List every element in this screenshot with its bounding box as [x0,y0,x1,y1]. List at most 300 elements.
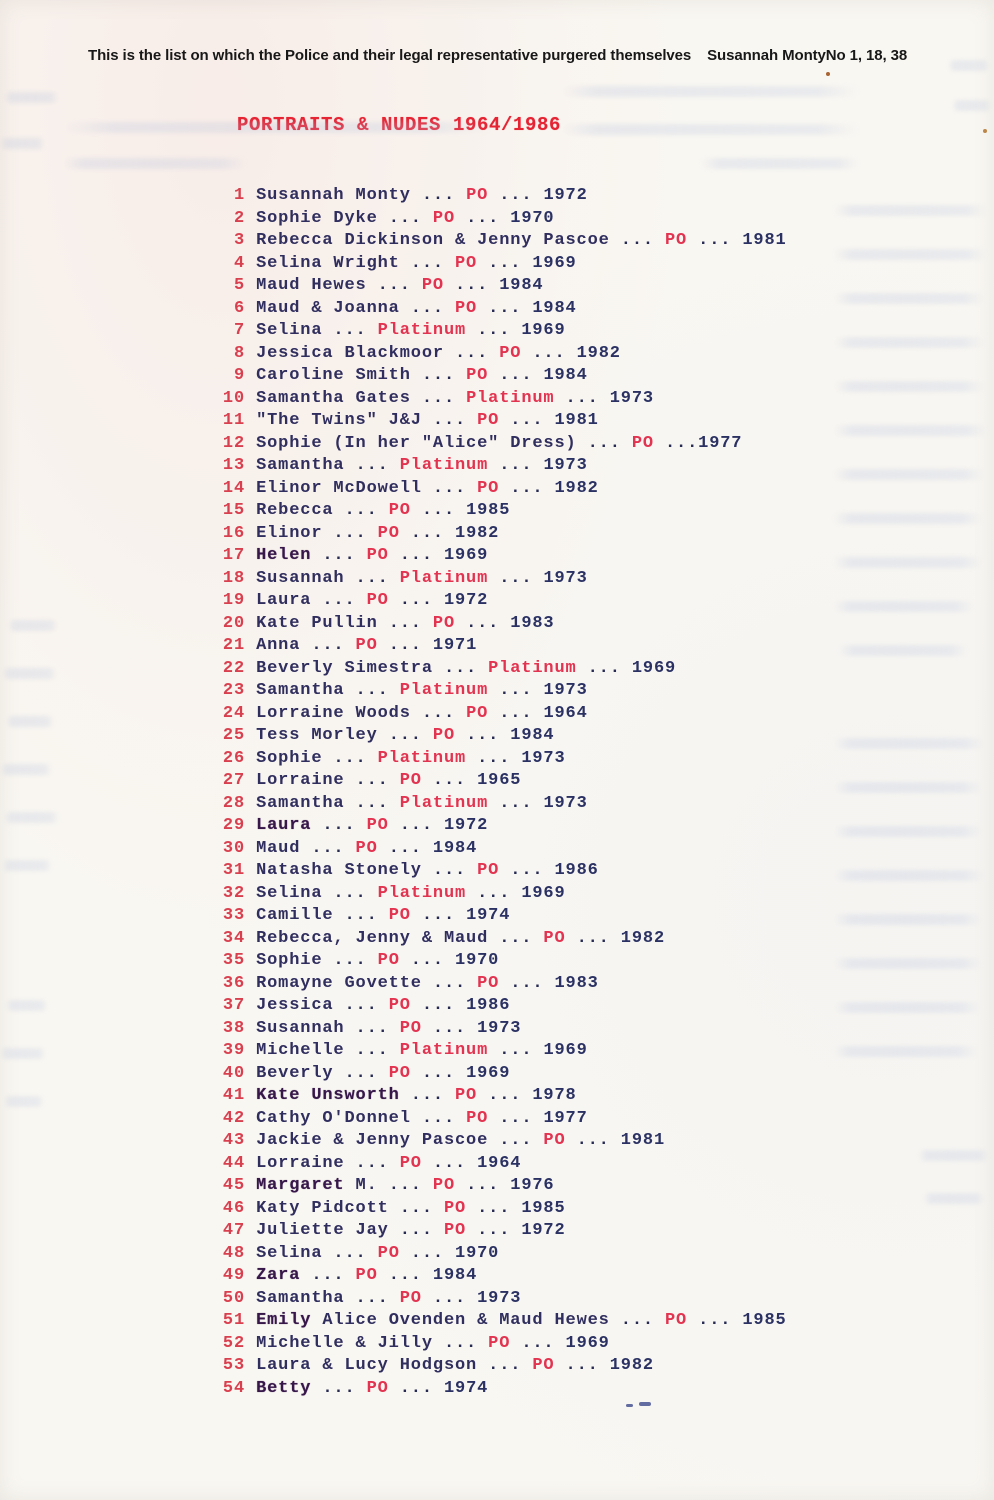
entry-year: 1973 [543,568,588,588]
entry-name: Jessica [256,996,334,1015]
entry-space [245,1379,256,1398]
entry-space [245,906,256,925]
entry-print-type: Platinum [399,456,489,475]
bleed-through-text [833,381,985,392]
entry-year: 1969 [565,1333,610,1353]
entry-number: 1 [233,186,245,205]
list-entry [222,388,787,411]
bleed-through-text [4,1096,44,1107]
entry-name: "The Twins" J&J [256,411,422,430]
bleed-through-text [2,668,57,679]
entry-separator: ... [377,613,433,633]
entry-number: 43 [222,1131,245,1150]
entry-space [245,1266,256,1285]
entry-separator: ... [311,591,367,610]
entry-separator: ... [399,298,455,318]
entry-separator: ... [311,546,367,565]
entry-number: 48 [222,1243,245,1263]
entry-year: 1972 [521,1221,566,1240]
entry-name: Lorraine [256,771,345,790]
entry-number: 10 [222,388,245,408]
entry-separator: ... [388,591,444,610]
entry-name: Michelle [256,1041,345,1060]
entry-number: 9 [233,366,245,385]
entry-year: 1978 [532,1086,577,1105]
entry-separator: ... [421,411,478,430]
entry-separator: ... [421,1288,478,1308]
entry-print-type: Platinum [399,681,489,700]
entry-year: 1982 [609,1356,654,1375]
entry-separator: ... [565,928,621,948]
entry-print-type: Platinum [488,658,577,678]
list-entry [222,748,787,771]
entry-year: 1984 [432,1266,478,1285]
entry-separator: ... [421,973,478,993]
entry-year: 1972 [443,816,489,835]
list-entry [222,1085,787,1108]
entry-separator: ... [499,861,555,880]
list-entry [222,613,787,636]
entry-number: 3 [233,231,245,250]
entry-year: 1969 [443,546,489,565]
entry-year: 1969 [631,658,677,678]
entry-separator: ... [399,253,455,273]
entry-separator: ... [399,951,456,970]
entry-name: Sophie [256,748,323,768]
list-entry [222,275,787,298]
entry-space [245,389,256,408]
entry-number: 19 [222,591,245,610]
entry-year: 1984 [499,276,544,295]
entry-separator: ... [443,343,500,363]
entry-separator: ... [300,838,356,858]
entry-separator: ... [388,1221,444,1240]
entry-separator: ... [399,1243,456,1263]
list-entry [222,793,787,816]
entry-space [245,1109,256,1128]
entry-separator: ... [377,208,433,228]
entry-number: 17 [222,546,245,565]
entry-print-type: Platinum [399,568,489,588]
entry-space [245,1154,256,1173]
entry-year: 1976 [510,1176,555,1195]
entry-number: 24 [222,703,245,723]
bleed-through-text [4,812,59,823]
entry-separator: ... [609,231,665,250]
entry-year: 1965 [477,771,522,790]
entry-number: 33 [222,906,245,925]
entry-separator: ... [466,883,522,903]
entry-year: 1974 [443,1378,489,1398]
bleed-through-text [833,205,988,216]
entry-separator: ... [410,388,467,408]
entry-print-type: PO [388,1063,411,1083]
entry-year: 1969 [521,321,566,340]
entry-separator: ... [333,1063,389,1083]
entry-space [245,1041,256,1060]
entry-separator: ... [344,681,400,700]
list-entry [222,1288,787,1311]
entry-print-type: PO [488,1333,511,1353]
entry-print-type: PO [399,771,422,790]
entry-number: 31 [222,861,245,880]
list-entry [222,995,787,1018]
bleed-through-text [833,1002,981,1013]
entry-separator: ... [488,186,544,205]
entry-name: Rebecca, Jenny & Maud [256,928,489,948]
entry-year: 1983 [554,973,599,993]
entry-number: 53 [222,1356,245,1375]
entry-name: Samantha Gates [256,388,411,408]
entry-separator: ... [455,613,511,633]
entry-separator: ... [399,523,456,543]
entry-year: 1972 [543,186,588,205]
entry-name-bold: Laura [256,816,312,835]
entry-name: Jackie & Jenny Pascoe [256,1131,489,1150]
entry-print-type: PO [366,546,389,565]
entry-space [245,186,256,205]
entry-name: Samantha [256,681,345,700]
entry-separator: ... [455,1176,511,1195]
entry-year: 1974 [466,906,511,925]
entry-separator: ... [488,1041,544,1060]
entry-number: 42 [222,1108,245,1128]
entry-name: Lorraine Woods [256,703,411,723]
entry-separator: ... [421,478,478,498]
entry-year: 1964 [477,1153,522,1173]
entry-name: Selina [256,1243,323,1263]
entry-space [245,276,256,295]
ink-speck [826,72,830,76]
entry-separator: ... [421,771,478,790]
entry-print-type: Platinum [377,883,467,903]
list-entry [222,500,787,523]
entry-separator: ... [388,1378,444,1398]
entry-print-type: PO [466,366,489,385]
bleed-through-text [4,92,59,103]
entry-number: 12 [222,433,245,453]
entry-space [245,321,256,340]
entry-year: 1981 [742,231,787,250]
bleed-through-text [0,138,45,149]
entry-separator: ... [388,816,444,835]
entry-number: 18 [222,568,245,588]
entry-print-type: PO [421,276,444,295]
entry-space [245,794,256,813]
entry-year: 1986 [466,996,511,1015]
entry-year: 1982 [620,928,666,948]
entry-separator: ... [466,321,522,340]
entry-space [245,1199,256,1218]
entry-space [245,861,256,880]
entry-separator: ... [410,501,467,520]
entry-space [245,771,256,790]
bleed-through-text [952,100,992,111]
entry-number: 49 [222,1266,245,1285]
entry-separator: ... [410,1063,467,1083]
list-entry [222,725,787,748]
entry-name: Caroline Smith [256,366,411,385]
entry-number: 2 [233,208,245,228]
entry-name: Sophie (In her "Alice" Dress) [256,433,577,453]
entry-year: 1981 [620,1131,666,1150]
entry-separator: ... [421,1153,478,1173]
entry-name: Laura & Lucy Hodgson [256,1356,478,1375]
entry-print-type: Platinum [399,793,489,813]
entry-separator: ... [488,703,544,723]
entry-name: Samantha [256,456,345,475]
entry-year: 1986 [554,861,599,880]
entry-space [245,749,256,768]
entry-separator: ... [466,1221,522,1240]
list-entry [222,1310,787,1333]
entry-separator: ... [388,546,444,565]
entry-separator: ... [432,658,489,678]
entry-print-type: PO [532,1356,555,1375]
bleed-through-text [2,860,52,871]
bleed-through-text [6,1000,48,1011]
entry-number: 27 [222,771,245,790]
entry-print-type: PO [432,208,456,228]
list-entry [222,365,787,388]
list-entry [222,1378,787,1401]
entry-separator: ... [410,366,467,385]
entry-number: 8 [233,343,245,363]
entry-number: 45 [222,1176,245,1195]
entry-name: Sophie Dyke [256,208,378,228]
entry-separator: ... [344,771,400,790]
entry-name: Cathy O'Donnel [256,1108,411,1128]
bleed-through-text [833,469,985,480]
entry-name: Susannah [256,568,345,588]
entry-print-type: PO [466,1108,489,1128]
entry-space [245,636,256,655]
entry-space [245,1289,256,1308]
entry-number: 40 [222,1063,245,1083]
entry-number: 51 [222,1311,245,1330]
entry-year: 1983 [510,613,555,633]
list-entry [222,410,787,433]
entry-separator: ... [333,996,389,1015]
entry-number: 15 [222,501,245,520]
entry-space [245,951,256,970]
entry-separator: ... [410,186,467,205]
entry-name: M. [344,1176,378,1195]
entry-name: Elinor [256,523,323,543]
entry-separator: ... [410,1108,467,1128]
list-entry [222,770,787,793]
entry-number: 41 [222,1086,245,1105]
entry-number: 6 [233,298,245,318]
list-entry [222,860,787,883]
entry-name: Samantha [256,1288,345,1308]
entry-print-type: PO [388,996,411,1015]
entry-print-type: PO [455,298,478,318]
bleed-through-text [833,914,983,925]
entry-print-type: Platinum [377,321,467,340]
list-entry [222,928,787,951]
entry-separator: ... [322,523,378,543]
entry-year: 1984 [543,366,588,385]
list-entry [222,680,787,703]
entry-separator: ... [521,343,577,363]
entry-number: 30 [222,838,245,858]
entry-separator: ... [499,973,555,993]
page-title: PORTRAITS & NUDES 1964/1986 [237,114,562,136]
entry-year: 1973 [543,456,588,475]
entry-separator: ... [488,1131,544,1150]
entry-name: Susannah [256,1018,345,1038]
bleed-through-text [833,425,988,436]
entry-separator: ... [653,433,699,453]
entry-name: Susannah Monty [256,186,411,205]
entry-space [245,411,256,430]
bleed-through-text [833,513,983,524]
entry-separator: ... [410,703,467,723]
entry-name: Maud & Joanna [256,298,400,318]
entry-number: 26 [222,748,245,768]
entry-space [245,1244,256,1263]
entry-separator: ... [687,1311,743,1330]
entry-name: Selina [256,321,323,340]
entry-space [245,996,256,1015]
entry-name: Selina [256,883,323,903]
entry-name: Michelle & Jilly [256,1333,433,1353]
entry-separator: ... [455,726,511,745]
entry-print-type: PO [466,703,489,723]
entry-space [245,591,256,610]
list-entry [222,905,787,928]
entry-number: 54 [222,1378,245,1398]
entry-separator: ... [377,1266,433,1285]
entry-separator: ... [421,861,478,880]
entry-separator: ... [322,1243,378,1263]
bleed-through-text [0,1048,46,1059]
entry-print-type: PO [355,838,378,858]
entry-number: 4 [233,253,245,273]
entry-name: Tess Morley [256,726,378,745]
entry-separator: ... [322,748,378,768]
bleed-through-text [833,826,983,837]
list-entry [222,478,787,501]
entry-number: 22 [222,658,245,678]
entry-space [245,1311,256,1330]
entry-print-type: PO [399,1018,422,1038]
entry-separator: ... [466,748,522,768]
entry-year: 1982 [455,523,500,543]
entry-space [245,434,256,453]
entry-year: 1982 [554,478,599,498]
entry-space [245,1064,256,1083]
entry-year: 1973 [543,793,588,813]
entry-number: 36 [222,973,245,993]
entry-print-type: PO [499,343,522,363]
bleed-through-text [8,620,58,631]
entry-separator: ... [576,658,632,678]
entry-separator: ... [399,1086,455,1105]
list-entry [222,185,787,208]
entry-separator: ... [344,1018,400,1038]
entry-separator: ... [554,388,610,408]
list-entry [222,1243,787,1266]
entry-print-type: PO [377,951,400,970]
entry-name-bold: Helen [256,546,312,565]
entry-number: 34 [222,928,245,948]
entry-separator: ... [477,298,533,318]
entry-separator: ... [410,996,467,1015]
list-entry [222,950,787,973]
entry-space [245,1356,256,1375]
entry-space [245,726,256,745]
entry-name: Katy Pidcott [256,1198,389,1218]
entry-space [245,209,256,228]
list-entry [222,208,787,231]
entry-year: 1964 [543,703,588,723]
entry-print-type: PO [477,973,500,993]
entry-year: 1973 [609,388,654,408]
list-entry [222,253,787,276]
entry-year: 1973 [521,748,566,768]
entry-year: 1985 [466,501,511,520]
entry-space [245,1221,256,1240]
entry-print-type: PO [388,906,411,925]
entry-number: 14 [222,478,245,498]
entry-number: 39 [222,1041,245,1060]
entry-separator: ... [488,568,544,588]
entry-name: Camille [256,906,334,925]
bleed-through-text [918,1150,990,1161]
entry-name-bold: Betty [256,1378,312,1398]
entry-name: Romayne Govette [256,973,422,993]
entry-print-type: PO [366,591,389,610]
bleed-through-text [0,764,52,775]
annotation-text: This is the list on which the Police and their legal representative purgered themselves [88,47,692,64]
entry-space [245,456,256,475]
entry-number: 28 [222,793,245,813]
entry-number: 50 [222,1288,245,1308]
entry-print-type: PO [377,1243,400,1263]
bleed-through-text [833,249,988,260]
entry-name-bold: Zara [256,1266,301,1285]
list-entry [222,1220,787,1243]
bleed-through-text [833,601,975,612]
entry-number: 38 [222,1018,245,1038]
entry-space [245,569,256,588]
entry-name: Beverly [256,1063,334,1083]
list-entry [222,523,787,546]
entry-separator: ... [455,208,511,228]
list-entry [222,590,787,613]
entry-space [245,344,256,363]
entry-year: 1981 [554,411,599,430]
bleed-through-text [833,782,983,793]
entry-print-type: PO [432,613,456,633]
entry-space [245,524,256,543]
entry-print-type: PO [366,816,389,835]
entry-name: Elinor McDowell [256,478,422,498]
entry-name: Maud Hewes [256,276,367,295]
partial-ink-mark [639,1402,651,1406]
entry-separator: ... [477,253,533,273]
bleed-through-text [833,557,983,568]
bleed-through-text [833,293,985,304]
entry-separator: ... [499,411,555,430]
entry-separator: ... [510,1333,566,1353]
bleed-through-text [838,645,968,656]
entry-year: 1977 [698,433,743,453]
entry-separator: ... [554,1356,610,1375]
entry-name: Selina Wright [256,253,400,273]
